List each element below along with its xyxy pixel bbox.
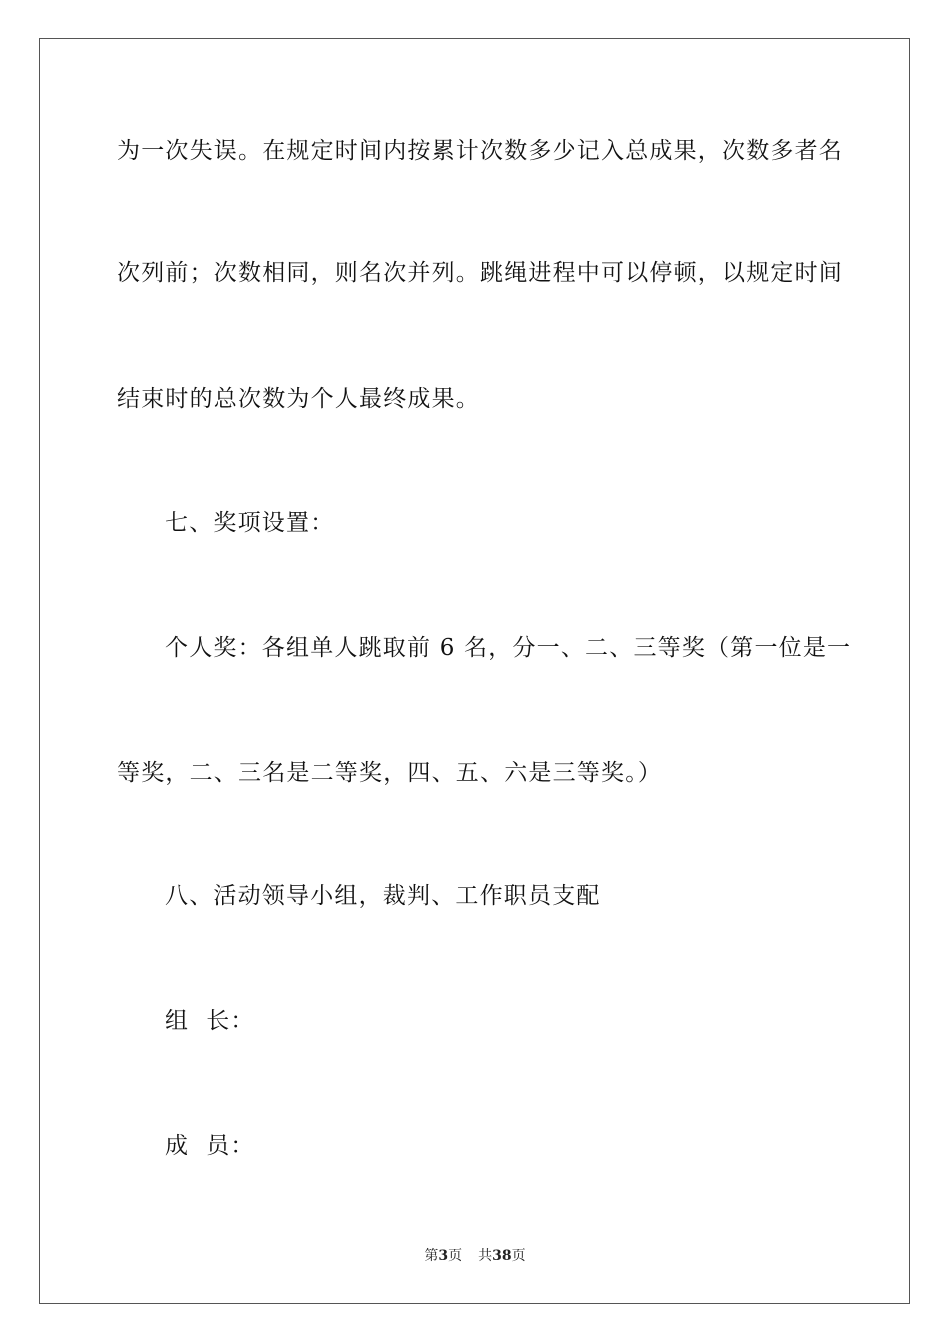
award-line-1: 个人奖：各组单人跳取前 6 名，分一、二、三等奖（第一位是一 xyxy=(165,635,852,661)
page-frame xyxy=(39,38,910,1304)
total-prefix: 共 xyxy=(478,1248,493,1264)
paragraph-line-3: 结束时的总次数为个人最终成果。 xyxy=(117,386,480,412)
section-eight-heading: 八、活动领导小组，裁判、工作职员支配 xyxy=(165,883,601,909)
member-label: 成 员： xyxy=(165,1133,255,1159)
leader-label: 组 长： xyxy=(165,1008,255,1034)
award-line-2: 等奖，二、三名是二等奖，四、五、六是三等奖。） xyxy=(117,760,663,786)
page-footer xyxy=(0,1246,950,1266)
total-pages: 38 xyxy=(492,1248,512,1264)
page-number: 3 xyxy=(438,1248,449,1264)
paragraph-line-1: 为一次失误。在规定时间内按累计次数多少记入总成果，次数多者名 xyxy=(117,138,843,164)
paragraph-line-2: 次列前；次数相同，则名次并列。跳绳进程中可以停顿，以规定时间 xyxy=(117,260,843,286)
page-prefix: 第 xyxy=(424,1248,439,1264)
page-suffix: 页 xyxy=(448,1248,463,1264)
section-seven-heading: 七、奖项设置： xyxy=(165,510,335,536)
total-suffix: 页 xyxy=(511,1248,526,1264)
